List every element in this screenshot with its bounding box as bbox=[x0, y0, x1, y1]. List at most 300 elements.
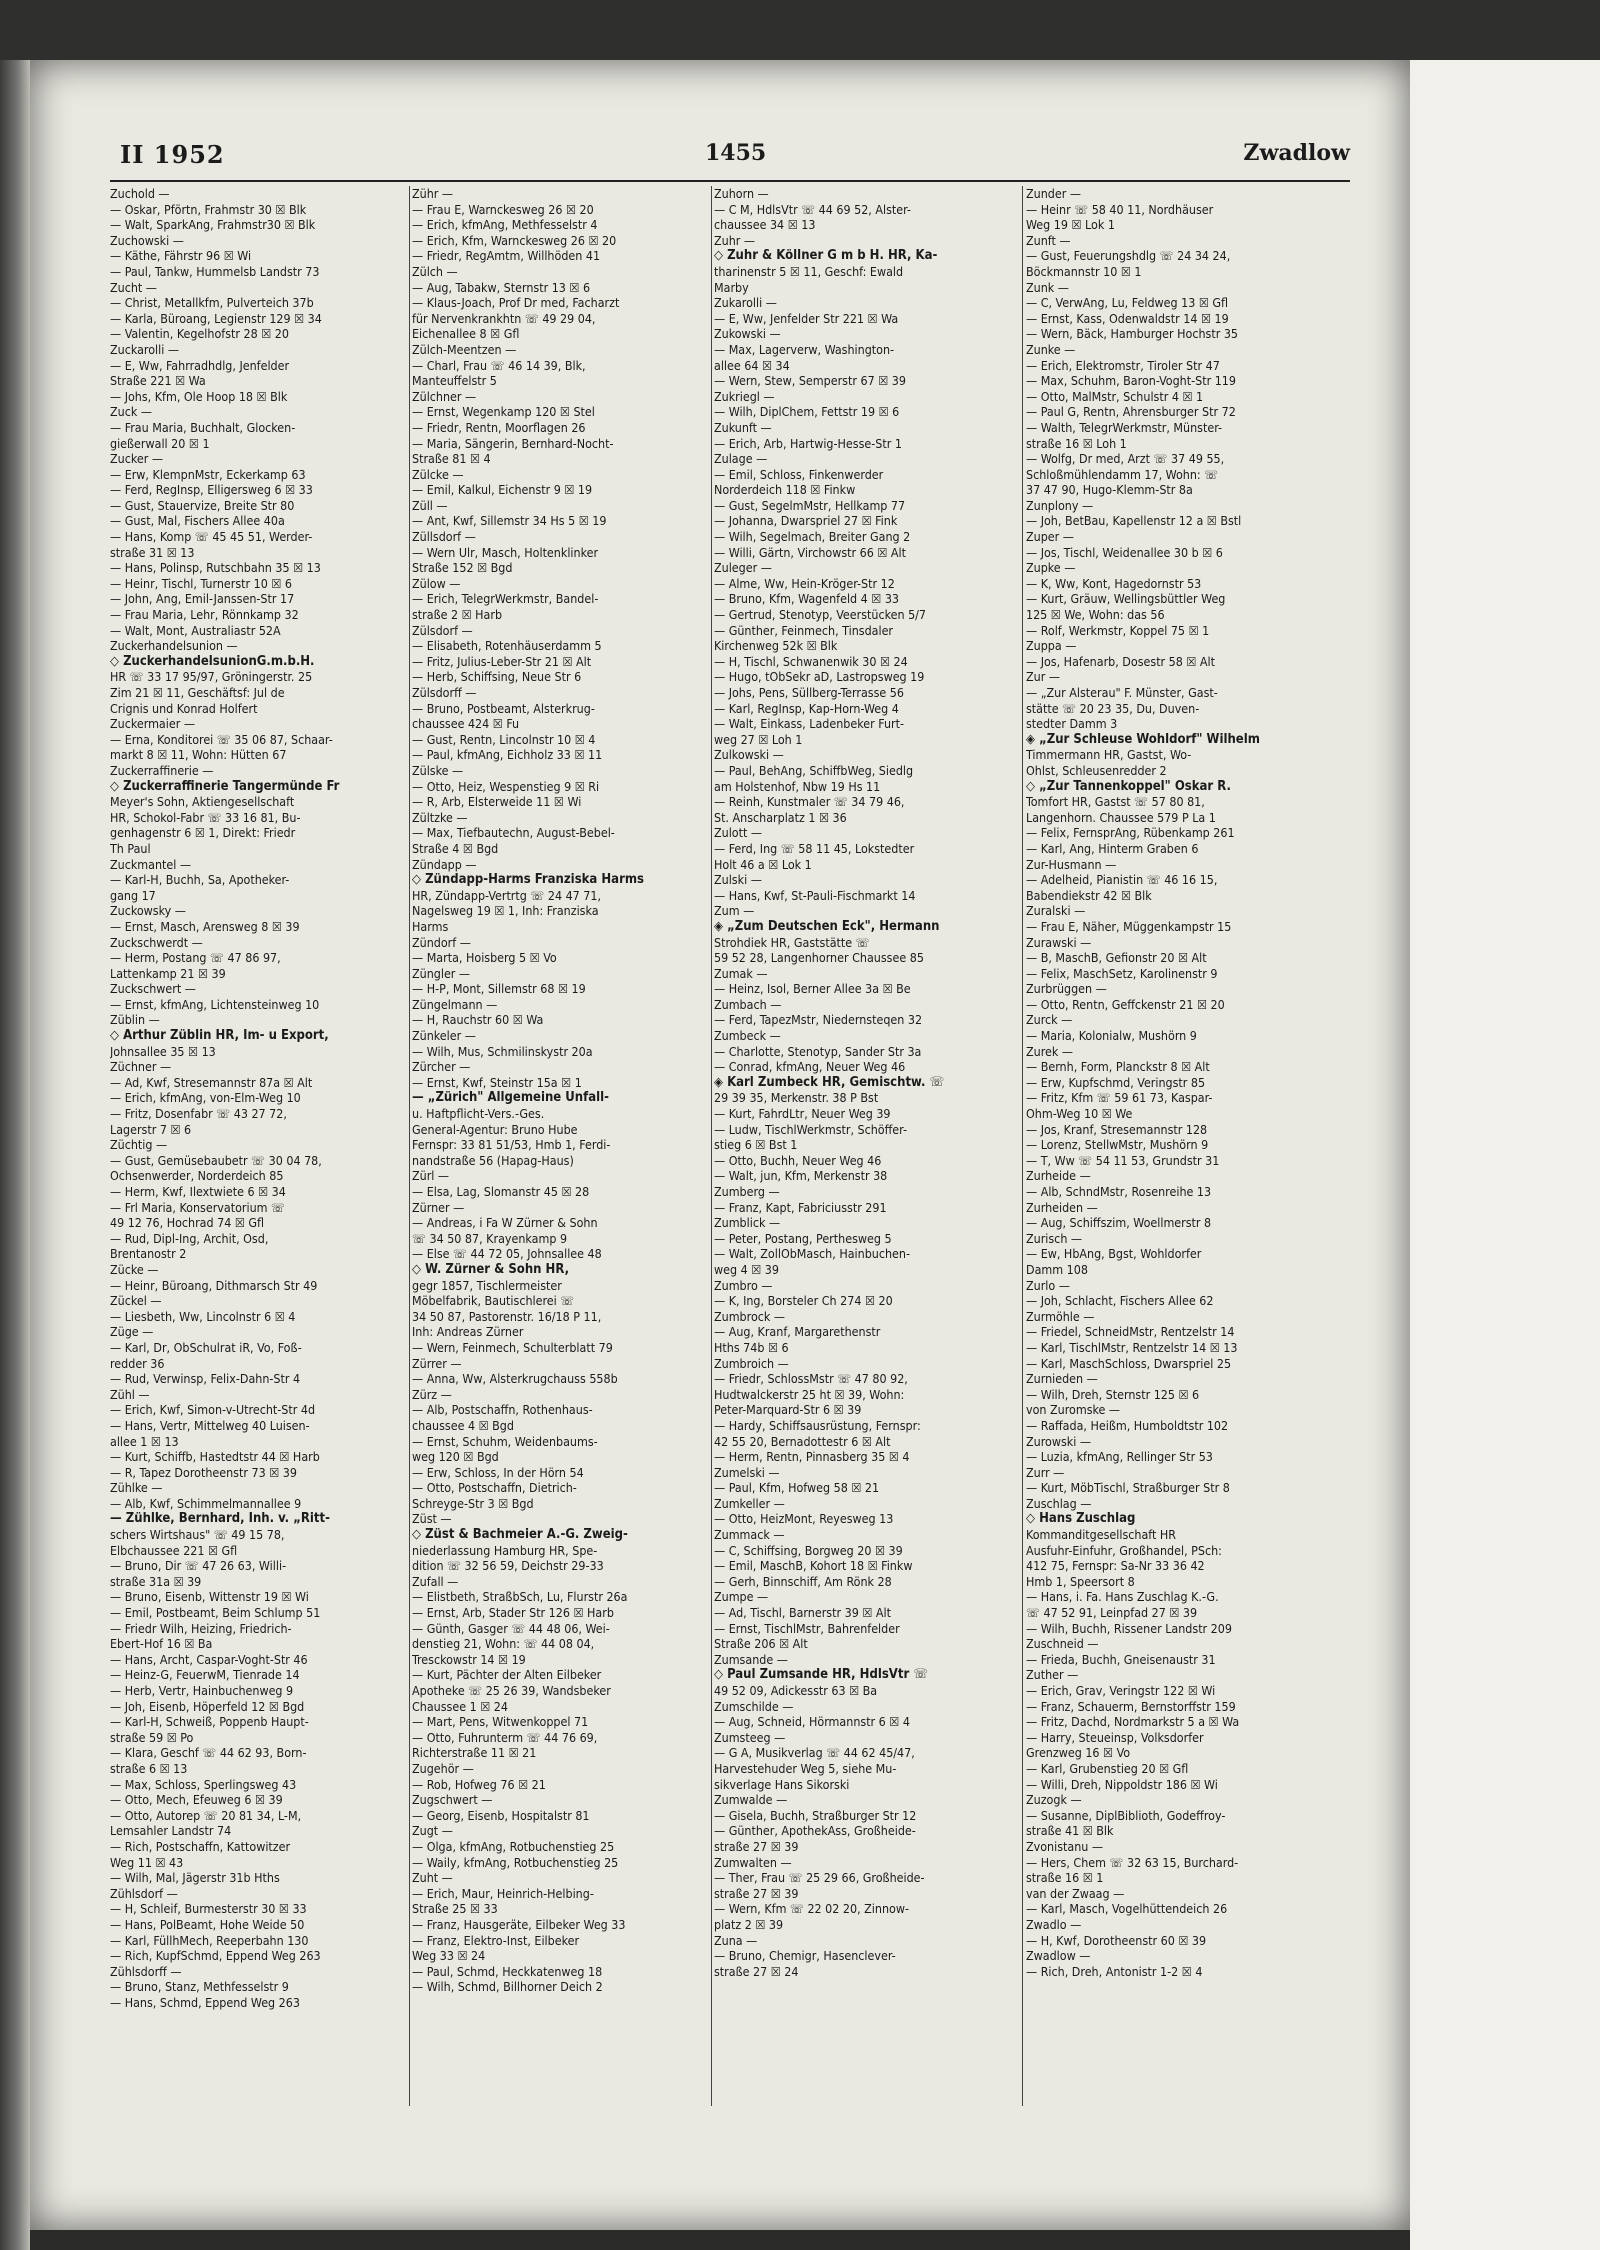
surname-heading: Zuzogk — bbox=[1026, 1792, 1082, 1808]
directory-entry: — Heinz-G, FeuerwM, Tienrade 14 bbox=[110, 1667, 300, 1683]
surname-heading: Zücke — bbox=[110, 1261, 159, 1277]
surname-heading: Zülch-Meentzen — bbox=[412, 341, 517, 357]
surname-heading: Zuschlag — bbox=[1026, 1495, 1092, 1511]
directory-entry: — Karl-H, Buchh, Sa, Apotheker- bbox=[110, 872, 290, 888]
directory-entry: — Friedr, Rentn, Moorflagen 26 bbox=[412, 419, 586, 435]
surname-heading: Zumwalten — bbox=[714, 1854, 792, 1870]
surname-heading: Zülsdorf — bbox=[412, 622, 473, 638]
directory-entry: — Paul G, Rentn, Ahrensburger Str 72 bbox=[1026, 404, 1236, 420]
directory-entry: — Emil, Postbeamt, Beim Schlump 51 bbox=[110, 1605, 321, 1621]
directory-entry: — C M, HdlsVtr ☏ 44 69 52, Alster- bbox=[714, 201, 911, 217]
surname-heading: Zukowski — bbox=[714, 326, 781, 342]
directory-entry: 37 47 90, Hugo-Klemm-Str 8a bbox=[1026, 482, 1193, 498]
directory-entry: Straße 206 ☒ Alt bbox=[714, 1636, 808, 1652]
directory-entry: Lemsahler Landstr 74 bbox=[110, 1823, 232, 1839]
page-margin-right bbox=[1410, 60, 1600, 2250]
surname-heading: Zulkowski — bbox=[714, 747, 784, 763]
directory-entry: Weg 11 ☒ 43 bbox=[110, 1854, 184, 1870]
surname-heading: Züchtig — bbox=[110, 1137, 168, 1153]
directory-entry: — Klaus-Joach, Prof Dr med, Facharzt bbox=[412, 295, 620, 311]
surname-heading: Zunder — bbox=[1026, 186, 1081, 201]
directory-entry: — Karl, Grubenstieg 20 ☒ Gfl bbox=[1026, 1760, 1189, 1776]
directory-entry: — Erich, Arb, Hartwig-Hesse-Str 1 bbox=[714, 435, 902, 451]
directory-entry: Ochsenwerder, Norderdeich 85 bbox=[110, 1168, 284, 1184]
directory-entry: — Günther, Feinmech, Tinsdaler bbox=[714, 622, 894, 638]
directory-entry: — Kurt, MöbTischl, Straßburger Str 8 bbox=[1026, 1480, 1230, 1496]
directory-entry: — R, Arb, Elsterweide 11 ☒ Wi bbox=[412, 794, 582, 810]
directory-entry: — Erich, TelegrWerkmstr, Bandel- bbox=[412, 591, 599, 607]
business-entry: ◇ Hans Zuschlag bbox=[1026, 1511, 1136, 1527]
directory-entry: — Hugo, tObSekr aD, Lastropsweg 19 bbox=[714, 669, 925, 685]
directory-entry: — Herm, Rentn, Pinnasberg 35 ☒ 4 bbox=[714, 1449, 910, 1465]
directory-entry: — Johs, Kfm, Ole Hoop 18 ☒ Blk bbox=[110, 388, 288, 404]
business-entry: ◇ Zuhr & Köllner G m b H. HR, Ka- bbox=[714, 248, 938, 264]
directory-entry: — Hans, Polinsp, Rutschbahn 35 ☒ 13 bbox=[110, 560, 321, 576]
directory-column-4 bbox=[1026, 186, 1350, 1979]
directory-entry: — Olga, kfmAng, Rotbuchenstieg 25 bbox=[412, 1838, 615, 1854]
directory-entry: HR, Schokol-Fabr ☏ 33 16 81, Bu- bbox=[110, 809, 301, 825]
directory-entry: — Erw, Schloss, In der Hörn 54 bbox=[412, 1464, 584, 1480]
surname-heading: Zülow — bbox=[412, 575, 461, 591]
surname-heading: Zuppa — bbox=[1026, 638, 1077, 654]
directory-entry: — Fritz, Julius-Leber-Str 21 ☒ Alt bbox=[412, 653, 592, 669]
directory-entry: Weg 33 ☒ 24 bbox=[412, 1948, 486, 1964]
directory-entry: denstieg 21, Wohn: ☏ 44 08 04, bbox=[412, 1636, 595, 1652]
directory-entry: — Erich, Kfm, Warnckesweg 26 ☒ 20 bbox=[412, 232, 617, 248]
directory-entry: gießerwall 20 ☒ 1 bbox=[110, 435, 210, 451]
directory-entry: — Conrad, kfmAng, Neuer Weg 46 bbox=[714, 1059, 906, 1075]
directory-entry: u. Haftpflicht-Vers.-Ges. bbox=[412, 1106, 545, 1122]
directory-entry: — Ferd, Ing ☏ 58 11 45, Lokstedter bbox=[714, 840, 915, 856]
directory-entry: — Wilh, Mal, Jägerstr 31b Hths bbox=[110, 1870, 280, 1886]
surname-heading: Züblin — bbox=[110, 1012, 160, 1028]
directory-entry: — G A, Musikverlag ☏ 44 62 45/47, bbox=[714, 1745, 915, 1761]
surname-heading: Züst — bbox=[412, 1511, 452, 1527]
directory-entry: — Walt, Mont, Australiastr 52A bbox=[110, 622, 281, 638]
surname-heading: Zulage — bbox=[714, 451, 768, 467]
directory-entry: — Gust, SegelmMstr, Hellkamp 77 bbox=[714, 497, 906, 513]
directory-entry: — Max, Tiefbautechn, August-Bebel- bbox=[412, 825, 615, 841]
surname-heading: Zürrer — bbox=[412, 1355, 462, 1371]
directory-entry: — Felix, MaschSetz, Karolinenstr 9 bbox=[1026, 965, 1218, 981]
directory-entry: — Günth, Gasger ☏ 44 48 06, Wei- bbox=[412, 1620, 610, 1636]
directory-entry: Nagelsweg 19 ☒ 1, Inh: Franziska bbox=[412, 903, 599, 919]
directory-entry: — Ernst, Wegenkamp 120 ☒ Stel bbox=[412, 404, 595, 420]
directory-entry: Schloßmühlendamm 17, Wohn: ☏ bbox=[1026, 466, 1219, 482]
directory-entry: allee 64 ☒ 34 bbox=[714, 357, 790, 373]
directory-entry: — Paul, kfmAng, Eichholz 33 ☒ 11 bbox=[412, 747, 603, 763]
surname-heading: Zurawski — bbox=[1026, 934, 1092, 950]
directory-entry: — Wern, Kfm ☏ 22 02 20, Zinnow- bbox=[714, 1901, 909, 1917]
surname-heading: Zühlsdorff — bbox=[110, 1963, 182, 1979]
directory-entry: — Valentin, Kegelhofstr 28 ☒ 20 bbox=[110, 326, 289, 342]
directory-entry: Tomfort HR, Gastst ☏ 57 80 81, bbox=[1026, 794, 1205, 810]
surname-heading: Zupke — bbox=[1026, 560, 1076, 576]
directory-entry: — Alb, Postschaffn, Rothenhaus- bbox=[412, 1402, 593, 1418]
directory-entry: Meyer's Sohn, Aktiengesellschaft bbox=[110, 794, 295, 810]
surname-heading: Zwadlo — bbox=[1026, 1916, 1082, 1932]
directory-entry: — Gust, Stauervize, Breite Str 80 bbox=[110, 497, 295, 513]
surname-heading: Zuleger — bbox=[714, 560, 772, 576]
surname-heading: Züngelmann — bbox=[412, 996, 498, 1012]
directory-entry: tharinenstr 5 ☒ 11, Geschf: Ewald bbox=[714, 263, 904, 279]
surname-heading: Zwadlow — bbox=[1026, 1948, 1091, 1964]
directory-entry: Hmb 1, Speersort 8 bbox=[1026, 1573, 1135, 1589]
directory-entry: — C, Schiffsing, Borgweg 20 ☒ 39 bbox=[714, 1542, 903, 1558]
directory-entry: straße 2 ☒ Harb bbox=[412, 607, 503, 623]
surname-heading: Zühl — bbox=[110, 1386, 150, 1402]
directory-entry: — Wolfg, Dr med, Arzt ☏ 37 49 55, bbox=[1026, 451, 1225, 467]
directory-entry: — H, Tischl, Schwanenwik 30 ☒ 24 bbox=[714, 653, 908, 669]
surname-heading: Zülcke — bbox=[412, 466, 464, 482]
directory-entry: Strohdiek HR, Gaststätte ☏ bbox=[714, 934, 870, 950]
directory-entry: — Willi, Dreh, Nippoldstr 186 ☒ Wi bbox=[1026, 1776, 1218, 1792]
directory-entry: — Adelheid, Pianistin ☏ 46 16 15, bbox=[1026, 872, 1218, 888]
directory-entry: — Bruno, Chemigr, Hasenclever- bbox=[714, 1948, 896, 1964]
directory-entry: — Gust, Mal, Fischers Allee 40a bbox=[110, 513, 285, 529]
directory-entry: — Frau E, Warnckesweg 26 ☒ 20 bbox=[412, 201, 594, 217]
surname-heading: von Zuromske — bbox=[1026, 1402, 1121, 1418]
directory-entry: ☏ 47 52 91, Leinpfad 27 ☒ 39 bbox=[1026, 1605, 1198, 1621]
surname-heading: Zülsdorff — bbox=[412, 685, 477, 700]
directory-entry: — Wern, Stew, Semperstr 67 ☒ 39 bbox=[714, 373, 906, 389]
surname-heading: Zülch — bbox=[412, 263, 458, 279]
directory-entry: — Erw, Kupfschmd, Veringstr 85 bbox=[1026, 1074, 1206, 1090]
directory-entry: Babendiekstr 42 ☒ Blk bbox=[1026, 887, 1152, 903]
directory-entry: — Max, Schuhm, Baron-Voght-Str 119 bbox=[1026, 373, 1236, 389]
directory-entry: — Elistbeth, StraßbSch, Lu, Flurstr 26a bbox=[412, 1589, 628, 1605]
directory-entry: — Walt, jun, Kfm, Merkenstr 38 bbox=[714, 1168, 888, 1184]
directory-entry: — Erich, Maur, Heinrich-Helbing- bbox=[412, 1885, 594, 1901]
directory-entry: — Hans, i. Fa. Hans Zuschlag K.-G. bbox=[1026, 1589, 1219, 1605]
directory-entry: — Mart, Pens, Witwenkoppel 71 bbox=[412, 1714, 589, 1730]
directory-entry: platz 2 ☒ 39 bbox=[714, 1916, 784, 1932]
surname-heading: Zurheide — bbox=[1026, 1168, 1091, 1184]
surname-heading: Zumberg — bbox=[714, 1184, 780, 1199]
business-entry: ◈ Karl Zumbeck HR, Gemischtw. ☏ bbox=[714, 1074, 945, 1090]
directory-entry: chaussee 424 ☒ Fu bbox=[412, 716, 520, 732]
surname-heading: Zuchold — bbox=[110, 186, 170, 201]
directory-entry: — John, Ang, Emil-Janssen-Str 17 bbox=[110, 591, 295, 607]
directory-entry: — Käthe, Fährstr 96 ☒ Wi bbox=[110, 248, 252, 264]
surname-heading: Zucker — bbox=[110, 451, 163, 467]
directory-entry: — Günther, ApothekAss, Großheide- bbox=[714, 1823, 916, 1839]
directory-entry: — Luzia, kfmAng, Rellinger Str 53 bbox=[1026, 1449, 1213, 1465]
directory-entry: Straße 25 ☒ 33 bbox=[412, 1901, 498, 1917]
surname-heading: Zurnieden — bbox=[1026, 1371, 1098, 1387]
directory-entry: — Wilh, Dreh, Sternstr 125 ☒ 6 bbox=[1026, 1386, 1200, 1402]
surname-heading: Zuckmantel — bbox=[110, 856, 192, 872]
directory-entry: Timmermann HR, Gastst, Wo- bbox=[1026, 747, 1192, 763]
directory-entry: — Heinr ☏ 58 40 11, Nordhäuser bbox=[1026, 201, 1214, 217]
surname-heading: Zuckowsky — bbox=[110, 903, 186, 919]
directory-entry: — Aug, Tabakw, Sternstr 13 ☒ 6 bbox=[412, 279, 591, 295]
directory-entry: — Fritz, Kfm ☏ 59 61 73, Kaspar- bbox=[1026, 1090, 1213, 1106]
directory-entry: — Wern, Bäck, Hamburger Hochstr 35 bbox=[1026, 326, 1239, 342]
directory-entry: — Ew, HbAng, Bgst, Wohldorfer bbox=[1026, 1246, 1202, 1262]
directory-entry: — Hans, Schmd, Eppend Weg 263 bbox=[110, 1994, 300, 2010]
directory-entry: — Rich, Dreh, Antonistr 1-2 ☒ 4 bbox=[1026, 1963, 1203, 1979]
directory-entry: — R, Tapez Dorotheenstr 73 ☒ 39 bbox=[110, 1464, 297, 1480]
directory-entry: — Paul, Tankw, Hummelsb Landstr 73 bbox=[110, 263, 320, 279]
surname-heading: Zürl — bbox=[412, 1168, 450, 1184]
directory-entry: — Hers, Chem ☏ 32 63 15, Burchard- bbox=[1026, 1854, 1239, 1870]
business-entry: ◇ Paul Zumsande HR, HdlsVtr ☏ bbox=[714, 1667, 928, 1683]
directory-entry: — Ad, Tischl, Barnerstr 39 ☒ Alt bbox=[714, 1605, 891, 1621]
directory-entry: — Aug, Schiffszim, Woellmerstr 8 bbox=[1026, 1215, 1212, 1231]
directory-column-3 bbox=[714, 186, 1024, 1979]
directory-entry: — Elsa, Lag, Slomanstr 45 ☒ 28 bbox=[412, 1184, 590, 1199]
business-entry: ◇ Zuckerraffinerie Tangermünde Fr bbox=[110, 778, 340, 794]
surname-heading: Zurbrüggen — bbox=[1026, 981, 1107, 997]
surname-heading: Zuchowski — bbox=[110, 232, 184, 248]
directory-entry: Elbchaussee 221 ☒ Gfl bbox=[110, 1542, 238, 1558]
directory-entry: — Peter, Postang, Perthesweg 5 bbox=[714, 1230, 892, 1246]
directory-entry: Grenzweg 16 ☒ Vo bbox=[1026, 1745, 1131, 1761]
directory-entry: — Alb, Kwf, Schimmelmannallee 9 bbox=[110, 1495, 302, 1511]
surname-heading: Zünkeler — bbox=[412, 1028, 476, 1044]
directory-entry: — Gerh, Binnschiff, Am Rönk 28 bbox=[714, 1573, 892, 1589]
directory-entry: gang 17 bbox=[110, 887, 156, 903]
surname-heading: Zurheiden — bbox=[1026, 1199, 1098, 1215]
surname-heading: Zuckarolli — bbox=[110, 341, 180, 357]
directory-entry: — Frl Maria, Konservatorium ☏ bbox=[110, 1199, 285, 1215]
directory-entry: — Otto, Autorep ☏ 20 81 34, L-M, bbox=[110, 1807, 302, 1823]
directory-entry: 412 75, Fernspr: Sa-Nr 33 36 42 bbox=[1026, 1558, 1205, 1574]
directory-entry: — Otto, Mech, Efeuweg 6 ☒ 39 bbox=[110, 1792, 283, 1808]
directory-entry: am Holstenhof, Nbw 19 Hs 11 bbox=[714, 778, 881, 794]
directory-entry: Lattenkamp 21 ☒ 39 bbox=[110, 965, 226, 981]
surname-heading: Zuschneid — bbox=[1026, 1636, 1099, 1652]
surname-heading: Zürner — bbox=[412, 1199, 465, 1215]
directory-entry: — Wilh, Schmd, Billhorner Deich 2 bbox=[412, 1979, 603, 1995]
directory-entry: stedter Damm 3 bbox=[1026, 716, 1118, 732]
directory-entry: Ebert-Hof 16 ☒ Ba bbox=[110, 1636, 213, 1652]
directory-entry: — Herb, Vertr, Hainbuchenweg 9 bbox=[110, 1683, 294, 1698]
directory-entry: — Ant, Kwf, Sillemstr 34 Hs 5 ☒ 19 bbox=[412, 513, 607, 529]
directory-entry: — H-P, Mont, Sillemstr 68 ☒ 19 bbox=[412, 981, 586, 997]
directory-entry: Lagerstr 7 ☒ 6 bbox=[110, 1121, 192, 1137]
directory-entry: — Erich, kfmAng, von-Elm-Weg 10 bbox=[110, 1090, 301, 1106]
directory-entry: — Herm, Kwf, Ilextwiete 6 ☒ 34 bbox=[110, 1184, 286, 1199]
directory-entry: — Karl, RegInsp, Kap-Horn-Weg 4 bbox=[714, 700, 899, 716]
business-entry: ◇ Züst & Bachmeier A.-G. Zweig- bbox=[412, 1527, 628, 1543]
page-number: 1455 bbox=[705, 140, 767, 166]
directory-entry: Crignis und Konrad Holfert bbox=[110, 700, 258, 716]
directory-entry: Zim 21 ☒ 11, Geschäftsf: Jul de bbox=[110, 685, 285, 700]
directory-entry: — Karl, Dr, ObSchulrat iR, Vo, Foß- bbox=[110, 1339, 302, 1355]
directory-entry: straße 31a ☒ 39 bbox=[110, 1573, 202, 1589]
directory-entry: St. Anscharplatz 1 ☒ 36 bbox=[714, 809, 847, 825]
page-header bbox=[120, 140, 1350, 180]
surname-heading: Zurowski — bbox=[1026, 1433, 1091, 1449]
directory-entry: Schreyge-Str 3 ☒ Bgd bbox=[412, 1495, 534, 1511]
directory-entry: — Karl-H, Schweiß, Poppenb Haupt- bbox=[110, 1714, 309, 1730]
directory-entry: straße 16 ☒ 1 bbox=[1026, 1870, 1104, 1886]
directory-entry: — Kurt, Schiffb, Hastedtstr 44 ☒ Harb bbox=[110, 1449, 320, 1465]
directory-entry: — Bruno, Dir ☏ 47 26 63, Willi- bbox=[110, 1558, 287, 1574]
directory-entry: — Ernst, Arb, Stader Str 126 ☒ Harb bbox=[412, 1605, 614, 1621]
directory-entry: — Ferd, TapezMstr, Niedernsteqen 32 bbox=[714, 1012, 923, 1028]
directory-entry: — Susanne, DiplBiblioth, Godeffroy- bbox=[1026, 1807, 1226, 1823]
directory-entry: straße 31 ☒ 13 bbox=[110, 544, 195, 560]
directory-entry: — Fritz, Dachd, Nordmarkstr 5 a ☒ Wa bbox=[1026, 1714, 1240, 1730]
directory-entry: — Felix, FernsprAng, Rübenkamp 261 bbox=[1026, 825, 1235, 841]
directory-entry: — Karl, TischlMstr, Rentzelstr 14 ☒ 13 bbox=[1026, 1339, 1238, 1355]
directory-entry: — Joh, Schlacht, Fischers Allee 62 bbox=[1026, 1293, 1214, 1309]
surname-heading: Zvonistanu — bbox=[1026, 1838, 1104, 1854]
directory-entry: Hths 74b ☒ 6 bbox=[714, 1339, 789, 1355]
directory-entry: — Karl, Ang, Hinterm Graben 6 bbox=[1026, 840, 1199, 856]
surname-heading: Zündorf — bbox=[412, 934, 471, 950]
directory-entry: Straße 152 ☒ Bgd bbox=[412, 560, 513, 576]
business-entry: ◇ W. Zürner & Sohn HR, bbox=[412, 1261, 570, 1277]
directory-entry: — Jos, Kranf, Stresemannstr 128 bbox=[1026, 1121, 1208, 1137]
directory-entry: 59 52 28, Langenhorner Chaussee 85 bbox=[714, 950, 924, 966]
directory-entry: Th Paul bbox=[110, 840, 151, 856]
directory-entry: — Bruno, Postbeamt, Alsterkrug- bbox=[412, 700, 595, 716]
directory-entry: — Hans, Archt, Caspar-Voght-Str 46 bbox=[110, 1651, 308, 1667]
surname-heading: Zunplony — bbox=[1026, 497, 1094, 513]
directory-entry: — Aug, Kranf, Margarethenstr bbox=[714, 1324, 881, 1340]
directory-entry: — Hans, Kwf, St-Pauli-Fischmarkt 14 bbox=[714, 887, 916, 903]
directory-entry: weg 4 ☒ 39 bbox=[714, 1261, 779, 1277]
surname-heading: Zuhorn — bbox=[714, 186, 769, 201]
surname-heading: Zuckerhandelsunion — bbox=[110, 638, 238, 654]
directory-entry: — „Zürich" Allgemeine Unfall- bbox=[412, 1090, 609, 1106]
directory-entry: — Georg, Eisenb, Hospitalstr 81 bbox=[412, 1807, 590, 1823]
directory-entry: Weg 19 ☒ Lok 1 bbox=[1026, 217, 1115, 233]
directory-entry: — Emil, Kalkul, Eichenstr 9 ☒ 19 bbox=[412, 482, 593, 498]
directory-entry: — Hans, Vertr, Mittelweg 40 Luisen- bbox=[110, 1417, 310, 1433]
directory-entry: — Frau E, Näher, Müggenkampstr 15 bbox=[1026, 918, 1232, 934]
surname-heading: Zumwalde — bbox=[714, 1792, 788, 1808]
directory-entry: nandstraße 56 (Hapag-Haus) bbox=[412, 1152, 574, 1168]
directory-entry: — Ernst, Masch, Arensweg 8 ☒ 39 bbox=[110, 918, 300, 934]
directory-entry: stätte ☏ 20 23 35, Du, Duven- bbox=[1026, 700, 1200, 716]
surname-heading: Zuna — bbox=[714, 1932, 758, 1948]
directory-entry: — Otto, Heiz, Wespenstieg 9 ☒ Ri bbox=[412, 778, 600, 794]
directory-column-1 bbox=[110, 186, 410, 2010]
directory-entry: genhagenstr 6 ☒ 1, Direkt: Friedr bbox=[110, 825, 296, 841]
directory-entry: — Friedel, SchneidMstr, Rentzelstr 14 bbox=[1026, 1324, 1235, 1340]
surname-heading: Zur — bbox=[1026, 669, 1060, 685]
directory-entry: ☏ 34 50 87, Krayenkamp 9 bbox=[412, 1230, 568, 1246]
directory-entry: 34 50 87, Pastorenstr. 16/18 P 11, bbox=[412, 1308, 602, 1324]
directory-entry: Eichenallee 8 ☒ Gfl bbox=[412, 326, 520, 342]
directory-entry: chaussee 34 ☒ 13 bbox=[714, 217, 816, 233]
surname-heading: Zucht — bbox=[110, 279, 157, 295]
directory-entry: — Heinr, Tischl, Turnerstr 10 ☒ 6 bbox=[110, 575, 292, 591]
surname-heading: Zumbeck — bbox=[714, 1028, 781, 1044]
surname-heading: Zukarolli — bbox=[714, 295, 777, 311]
surname-heading: Zurck — bbox=[1026, 1012, 1073, 1028]
directory-entry: — Heinr, Büroang, Dithmarsch Str 49 bbox=[110, 1277, 318, 1293]
directory-entry: — Kurt, Pächter der Alten Eilbeker bbox=[412, 1667, 602, 1683]
directory-entry: — Otto, Rentn, Geffckenstr 21 ☒ 20 bbox=[1026, 996, 1225, 1012]
surname-heading: Züchner — bbox=[110, 1059, 172, 1075]
directory-entry: Marby bbox=[714, 279, 749, 295]
surname-heading: Zürz — bbox=[412, 1386, 452, 1402]
directory-entry: Holt 46 a ☒ Lok 1 bbox=[714, 856, 812, 872]
directory-entry: Ausfuhr-Einfuhr, Großhandel, PSch: bbox=[1026, 1542, 1222, 1558]
directory-entry: Fernspr: 33 81 51/53, Hmb 1, Ferdi- bbox=[412, 1137, 611, 1153]
directory-entry: — K, Ing, Borsteler Ch 274 ☒ 20 bbox=[714, 1293, 893, 1309]
directory-entry: — Frieda, Buchh, Gneisenaustr 31 bbox=[1026, 1651, 1216, 1667]
directory-entry: weg 27 ☒ Loh 1 bbox=[714, 731, 803, 747]
directory-entry: — Walt, Einkass, Ladenbeker Furt- bbox=[714, 716, 905, 732]
directory-entry: — Bruno, Stanz, Methfesselstr 9 bbox=[110, 1979, 289, 1995]
directory-entry: Inh: Andreas Zürner bbox=[412, 1324, 524, 1340]
directory-entry: chaussee 4 ☒ Bgd bbox=[412, 1417, 514, 1433]
directory-entry: allee 1 ☒ 13 bbox=[110, 1433, 179, 1449]
directory-entry: Harms bbox=[412, 918, 449, 934]
directory-entry: Manteuffelstr 5 bbox=[412, 373, 497, 389]
directory-entry: — Klara, Geschf ☏ 44 62 93, Born- bbox=[110, 1745, 307, 1761]
surname-heading: Zuckschwert — bbox=[110, 981, 196, 997]
surname-heading: Zuckerraffinerie — bbox=[110, 762, 214, 778]
directory-entry: — Charlotte, Stenotyp, Sander Str 3a bbox=[714, 1043, 922, 1059]
directory-entry: Tresckowstr 14 ☒ 19 bbox=[412, 1651, 526, 1667]
surname-heading: Zumbroich — bbox=[714, 1355, 789, 1371]
surname-heading: Zur-Husmann — bbox=[1026, 856, 1117, 872]
surname-heading: Zuralski — bbox=[1026, 903, 1086, 919]
directory-entry: — E, Ww, Jenfelder Str 221 ☒ Wa bbox=[714, 310, 899, 326]
directory-entry: — Karl, MaschSchloss, Dwarspriel 25 bbox=[1026, 1355, 1232, 1371]
directory-entry: — Maria, Kolonialw, Mushörn 9 bbox=[1026, 1028, 1197, 1044]
directory-entry: — Christ, Metallkfm, Pulverteich 37b bbox=[110, 295, 314, 311]
directory-entry: — Karla, Büroang, Legienstr 129 ☒ 34 bbox=[110, 310, 322, 326]
directory-entry: — Frau Maria, Buchhalt, Glocken- bbox=[110, 419, 296, 435]
surname-heading: Zunke — bbox=[1026, 341, 1076, 357]
directory-entry: — Jos, Hafenarb, Dosestr 58 ☒ Alt bbox=[1026, 653, 1216, 669]
directory-entry: straße 27 ☒ 24 bbox=[714, 1963, 799, 1979]
directory-entry: — Rud, Dipl-Ing, Archit, Osd, bbox=[110, 1230, 269, 1246]
directory-entry: — Ther, Frau ☏ 25 29 66, Großheide- bbox=[714, 1870, 925, 1886]
business-entry: ◈ „Zur Schleuse Wohldorf" Wilhelm bbox=[1026, 731, 1260, 747]
directory-entry: 29 39 35, Merkenstr. 38 P Bst bbox=[714, 1090, 879, 1106]
surname-heading: Zukunft — bbox=[714, 419, 772, 435]
surname-heading: Zurlo — bbox=[1026, 1277, 1070, 1293]
directory-entry: — Erich, kfmAng, Methfesselstr 4 bbox=[412, 217, 598, 233]
directory-entry: — Wilh, Mus, Schmilinskystr 20a bbox=[412, 1043, 593, 1059]
directory-entry: — Willi, Gärtn, Virchowstr 66 ☒ Alt bbox=[714, 544, 906, 560]
directory-entry: Möbelfabrik, Bautischlerei ☏ bbox=[412, 1293, 575, 1309]
directory-entry: — Karl, FüllhMech, Reeperbahn 130 bbox=[110, 1932, 309, 1948]
directory-entry: — Erich, Kwf, Simon-v-Utrecht-Str 4d bbox=[110, 1402, 316, 1418]
directory-entry: — Otto, Fuhrunterm ☏ 44 76 69, bbox=[412, 1729, 598, 1745]
surname-heading: Zückel — bbox=[110, 1293, 162, 1309]
directory-entry: — Heinz, Isol, Berner Allee 3a ☒ Be bbox=[714, 981, 911, 997]
surname-heading: Zuper — bbox=[1026, 529, 1074, 545]
directory-entry: — Wilh, DiplChem, Fettstr 19 ☒ 6 bbox=[714, 404, 900, 420]
directory-entry: — Charl, Frau ☏ 46 14 39, Blk, bbox=[412, 357, 586, 373]
directory-entry: — Anna, Ww, Alsterkrugchauss 558b bbox=[412, 1371, 618, 1387]
surname-heading: Zühlsdorf — bbox=[110, 1885, 178, 1901]
directory-entry: — Friedr Wilh, Heizing, Friedrich- bbox=[110, 1620, 292, 1636]
directory-entry: — Hardy, Schiffsausrüstung, Fernspr: bbox=[714, 1417, 921, 1433]
business-entry: ◇ „Zur Tannenkoppel" Oskar R. bbox=[1026, 778, 1231, 794]
directory-entry: — Walt, SparkAng, Frahmstr30 ☒ Blk bbox=[110, 217, 316, 233]
directory-entry: — Paul, BehAng, SchiffbWeg, Siedlg bbox=[714, 762, 914, 778]
directory-entry: — Harry, Steueinsp, Volksdorfer bbox=[1026, 1729, 1204, 1745]
directory-entry: — Franz, Elektro-Inst, Eilbeker bbox=[412, 1932, 580, 1948]
surname-heading: Zuck — bbox=[110, 404, 152, 420]
directory-entry: — Otto, Buchh, Neuer Weg 46 bbox=[714, 1152, 882, 1168]
book-binding-edge bbox=[0, 60, 30, 2250]
directory-entry: — Wern, Feinmech, Schulterblatt 79 bbox=[412, 1339, 613, 1355]
directory-entry: — Paul, Kfm, Hofweg 58 ☒ 21 bbox=[714, 1480, 880, 1496]
